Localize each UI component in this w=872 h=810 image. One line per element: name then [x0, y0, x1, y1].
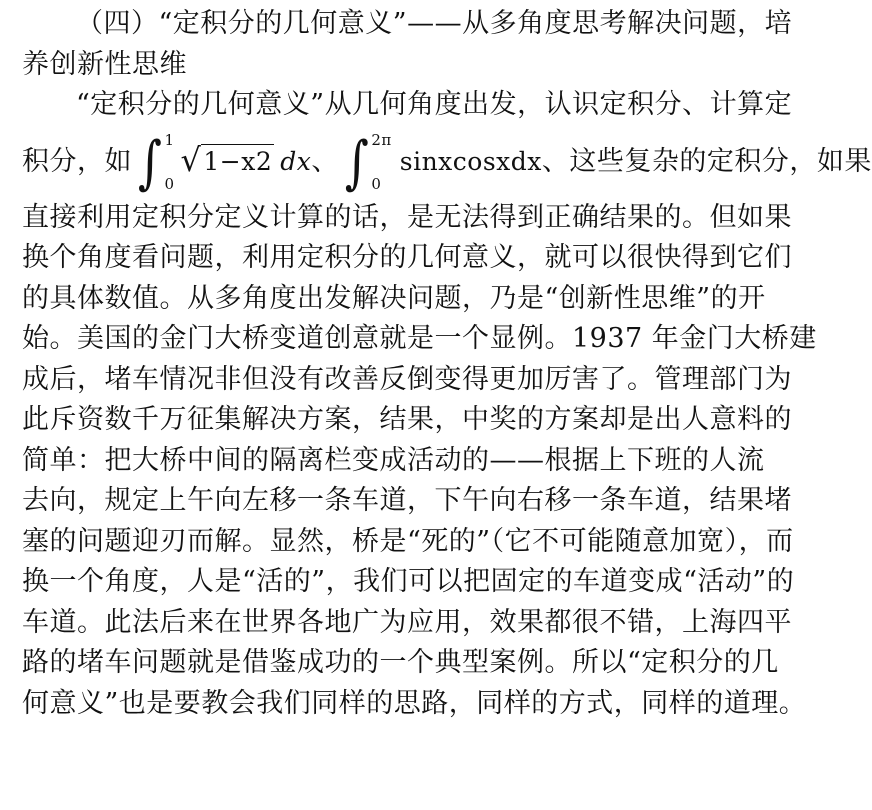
integral-sign-icon: ∫ [138, 127, 163, 196]
paragraph-line-12: 换一个角度，人是“活的”，我们可以把固定的车道变成“活动”的 [22, 566, 795, 597]
integral-sign-icon: ∫ [344, 127, 370, 196]
integral-2-integrand: sinxcosxdx [399, 146, 542, 176]
paragraph-line-2-suffix: 、这些复杂的定积分，如果 [541, 145, 872, 177]
integral-1-lower-limit: 0 [164, 174, 175, 193]
paragraph-line-4: 换个角度看问题，利用定积分的几何意义，就可以很快得到它们 [22, 242, 792, 273]
square-root-radicand: 1−x2 [201, 144, 274, 179]
section-heading-line-1: （四）“定积分的几何意义”——从多角度思考解决问题，培 [76, 8, 793, 39]
section-heading-line-2: 养创新性思维 [22, 48, 187, 80]
paragraph-line-11: 塞的问题迎刃而解。显然，桥是“死的”（它不可能随意加宽），而 [22, 525, 794, 557]
integral-2-upper-limit: 2π [371, 130, 392, 149]
integral-1-differential: dx [280, 146, 312, 176]
integral-separator: 、 [311, 145, 339, 177]
integral-expression-2 [344, 127, 392, 196]
integral-2-limits [371, 132, 391, 192]
paragraph-line-7: 成后，堵车情况非但没有改善反倒变得更加厉害了。管理部门为 [22, 363, 792, 395]
paragraph-line-1: “定积分的几何意义”从几何角度出发，认识定积分、计算定 [76, 89, 793, 120]
paragraph-line-9: 简单：把大桥中间的隔离栏变成活动的——根据上下班的人流 [22, 444, 765, 476]
paragraph-line-14: 路的堵车问题就是借鉴成功的一个典型案例。所以“定积分的几 [22, 647, 779, 678]
integral-1-limits [164, 132, 174, 192]
paragraph-line-8: 此斥资数千万征集解决方案，结果，中奖的方案却是出人意料的 [22, 404, 792, 435]
square-root-sign-icon: √ [180, 141, 202, 179]
paragraph-line-6: 始。美国的金门大桥变道创意就是一个显例。1937 年金门大桥建 [22, 323, 817, 354]
integral-2-lower-limit: 0 [371, 174, 382, 193]
paragraph-line-2-prefix: 积分，如 [22, 145, 132, 177]
paragraph-line-10: 去向，规定上午向左移一条车道，下午向右移一条车道，结果堵 [22, 485, 792, 516]
paragraph-line-3: 直接利用定积分定义计算的话，是无法得到正确结果的。但如果 [22, 201, 792, 233]
paragraph-line-13: 车道。此法后来在世界各地广为应用，效果都很不错，上海四平 [22, 606, 792, 638]
paragraph-line-15: 何意义”也是要教会我们同样的思路，同样的方式，同样的道理。 [22, 687, 807, 719]
paragraph-line-5: 的具体数值。从多角度出发解决问题，乃是“创新性思维”的开 [22, 282, 766, 314]
integral-expression-1 [138, 127, 175, 196]
square-root-expression [180, 141, 275, 179]
paragraph-line-2-with-integrals [22, 126, 872, 198]
integral-1-upper-limit: 1 [164, 130, 175, 149]
